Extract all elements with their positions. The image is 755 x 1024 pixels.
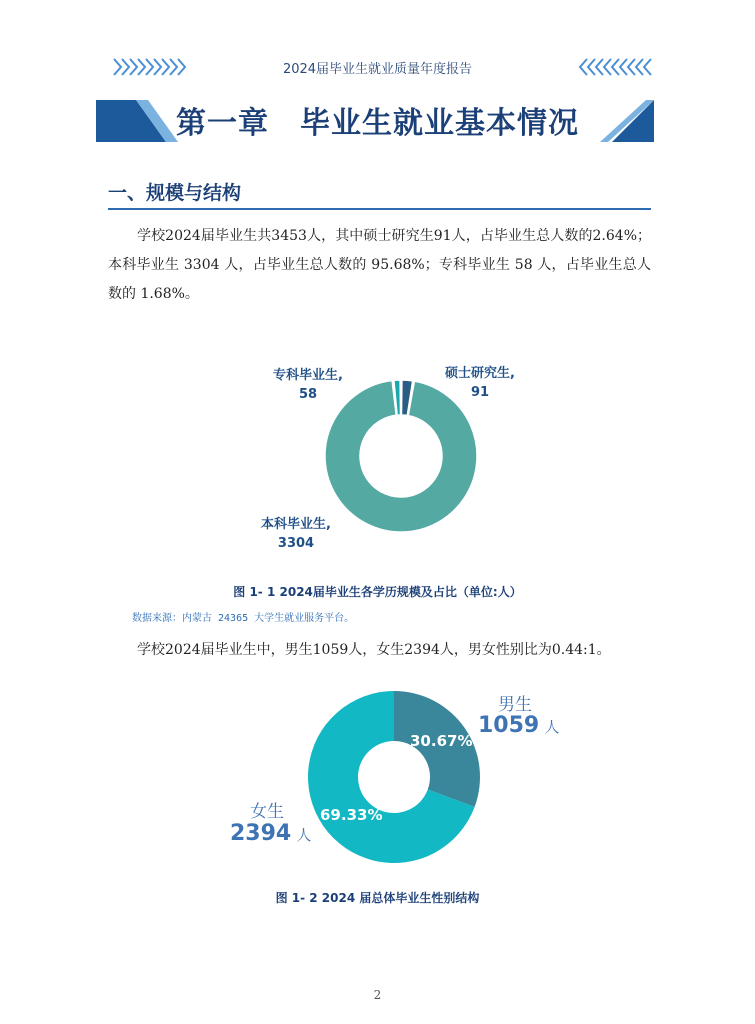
label-benke-name: 本科毕业生, (261, 517, 331, 532)
paragraph-scale: 学校2024届毕业生共3453人，其中硕士研究生91人，占毕业生总人数的2.64%；本科毕业生 3304 人，占毕业生总人数的 95.68%；专科毕业生 58 人，占毕业生总人数的 1.68%。 (108, 228, 651, 302)
gender-donut-chart (306, 689, 482, 865)
section-title: 一、规模与结构 (108, 182, 242, 204)
paragraph-gender: 学校2024届毕业生中，男生1059人，女生2394人，男女性别比为0.44:1。 (137, 642, 611, 658)
male-percent-label: 30.67% (410, 732, 473, 750)
label-benke-value: 3304 (277, 536, 315, 551)
male-count: 1059 (478, 713, 540, 738)
female-count: 2394 (230, 821, 292, 846)
header-chevrons-right (578, 56, 660, 78)
female-name: 女生 (250, 802, 284, 822)
female-percent-label: 69.33% (320, 806, 383, 824)
label-zhuanke-value: 58 (298, 387, 318, 402)
report-header-title: 2024届毕业生就业质量年度报告 (282, 62, 473, 77)
page-number: 2 (373, 988, 382, 1002)
figure2-caption: 图 1- 2 2024 届总体毕业生性别结构 (275, 891, 480, 905)
label-shuoshi-name: 硕士研究生, (445, 366, 515, 381)
label-zhuanke-name: 专科毕业生, (273, 368, 343, 383)
figure1-caption: 图 1- 1 2024届毕业生各学历规模及占比（单位:人） (233, 585, 522, 599)
label-shuoshi-value: 91 (470, 385, 490, 400)
male-legend (498, 690, 532, 715)
label-zhuanke (258, 366, 358, 404)
male-count-line (478, 713, 559, 738)
female-unit: 人 (296, 826, 312, 844)
female-legend (250, 797, 284, 822)
label-shuoshi (430, 364, 530, 402)
chapter-title: 第一章 毕业生就业基本情况 (176, 106, 579, 141)
label-benke (246, 515, 346, 553)
female-count-line (230, 821, 311, 846)
figure1-source: 数据来源：内蒙古 24365 大学生就业服务平台。 (132, 613, 355, 624)
section-divider (108, 208, 651, 210)
male-unit: 人 (544, 718, 560, 736)
male-name: 男生 (498, 695, 532, 715)
